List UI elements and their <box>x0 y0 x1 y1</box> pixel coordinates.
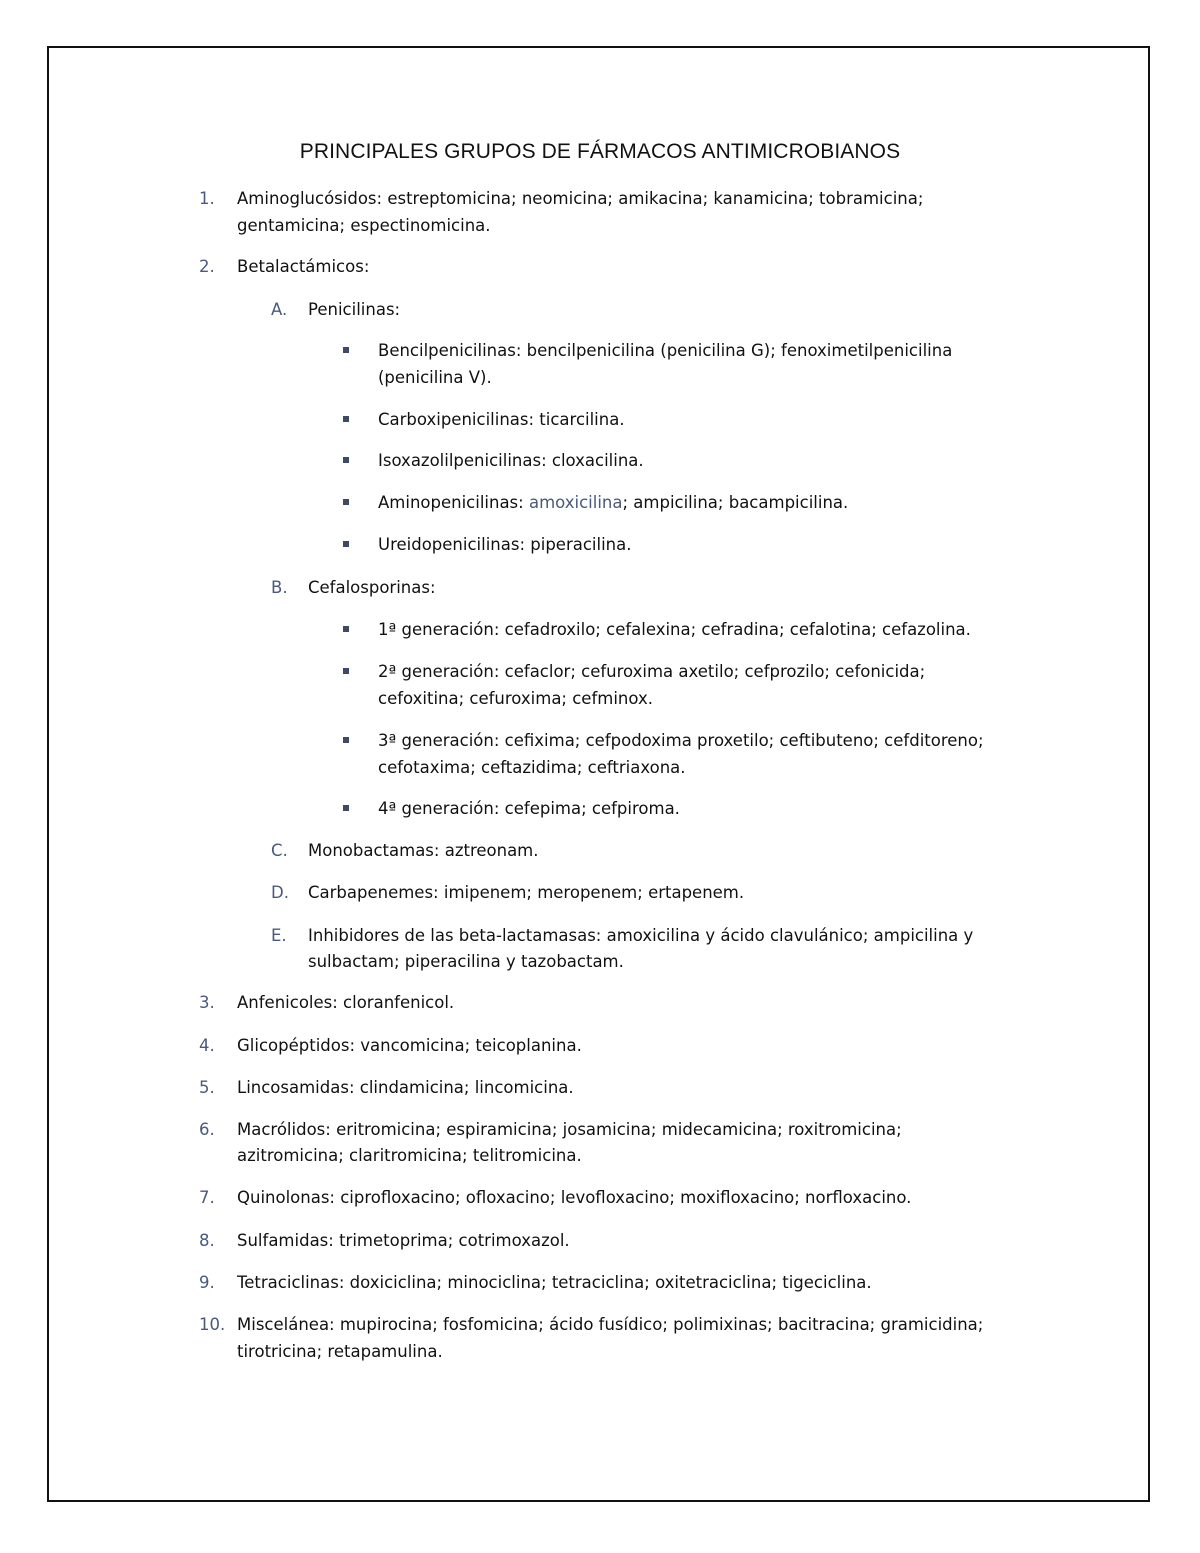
list-number: 1. <box>199 189 215 208</box>
bullet-item-text: Carboxipenicilinas: ticarcilina. <box>378 410 625 429</box>
list-item-text: Aminoglucósidos: estreptomicina; neomicina; amikacina; kanamicina; tobramicina; <box>237 189 924 208</box>
bullet-item-prefix: Aminopenicilinas: <box>378 493 529 512</box>
sublist-letter: D. <box>271 883 289 902</box>
sublist-item-text: Carbapenemes: imipenem; meropenem; ertapenem. <box>308 883 745 902</box>
list-number: 9. <box>199 1273 215 1292</box>
list-number: 6. <box>199 1120 215 1139</box>
list-number: 3. <box>199 993 215 1012</box>
amoxicilina-link[interactable]: amoxicilina <box>528 493 623 512</box>
bullet-item-text: Bencilpenicilinas: bencilpenicilina (penicilina G); fenoximetilpenicilina <box>378 341 953 360</box>
list-item-text: Lincosamidas: clindamicina; lincomicina. <box>237 1078 574 1097</box>
list-item-text: Miscelánea: mupirocina; fosfomicina; ácido fusídico; polimixinas; bacitracina; gramicidina; <box>237 1315 984 1334</box>
sublist-letter: B. <box>271 578 288 597</box>
list-number: 8. <box>199 1231 215 1250</box>
bullet-item-text <box>378 489 848 516</box>
list-number: 7. <box>199 1188 215 1207</box>
bullet-item-suffix: ; ampicilina; bacampicilina. <box>622 493 849 512</box>
bullet-item-text: Isoxazolilpenicilinas: cloxacilina. <box>378 451 644 470</box>
list-number: 5. <box>199 1078 215 1097</box>
bullet-item-text: Ureidopenicilinas: piperacilina. <box>378 535 632 554</box>
page-title: PRINCIPALES GRUPOS DE FÁRMACOS ANTIMICROBIANOS <box>299 140 901 163</box>
square-bullet-icon <box>343 347 349 353</box>
list-item-text: Quinolonas: ciprofloxacino; ofloxacino; levofloxacino; moxifloxacino; norfloxacino. <box>237 1188 912 1207</box>
list-item-text: gentamicina; espectinomicina. <box>237 216 491 235</box>
bullet-item-text: cefoxitina; cefuroxima; cefminox. <box>378 689 653 708</box>
square-bullet-icon <box>343 541 349 547</box>
bullet-item-text: 1ª generación: cefadroxilo; cefalexina; cefradina; cefalotina; cefazolina. <box>378 620 971 639</box>
square-bullet-icon <box>343 626 349 632</box>
list-item-text: tirotricina; retapamulina. <box>237 1342 443 1361</box>
list-number: 4. <box>199 1036 215 1055</box>
list-item-text: Anfenicoles: cloranfenicol. <box>237 993 455 1012</box>
sublist-letter: C. <box>271 841 288 860</box>
bullet-item-text: 2ª generación: cefaclor; cefuroxima axetilo; cefprozilo; cefonicida; <box>378 662 926 681</box>
list-item-text: Glicopéptidos: vancomicina; teicoplanina. <box>237 1036 582 1055</box>
sublist-item-text: Cefalosporinas: <box>308 578 436 597</box>
sublist-item-text: Inhibidores de las beta-lactamasas: amoxicilina y ácido clavulánico; ampicilina y <box>308 926 974 945</box>
sublist-letter: A. <box>271 300 288 319</box>
square-bullet-icon <box>343 805 349 811</box>
square-bullet-icon <box>343 457 349 463</box>
list-number: 10. <box>199 1315 226 1334</box>
list-item-text: azitromicina; claritromicina; telitromicina. <box>237 1146 582 1165</box>
square-bullet-icon <box>343 737 349 743</box>
bullet-item-text: cefotaxima; ceftazidima; ceftriaxona. <box>378 758 686 777</box>
bullet-item-text: 3ª generación: cefixima; cefpodoxima proxetilo; ceftibuteno; cefditoreno; <box>378 731 984 750</box>
square-bullet-icon <box>343 499 349 505</box>
list-item-text: Betalactámicos: <box>237 257 370 276</box>
bullet-item-text: (penicilina V). <box>378 368 492 387</box>
bullet-item-text: 4ª generación: cefepima; cefpiroma. <box>378 799 680 818</box>
sublist-item-text: Penicilinas: <box>308 300 401 319</box>
sublist-item-text: Monobactamas: aztreonam. <box>308 841 539 860</box>
square-bullet-icon <box>343 668 349 674</box>
list-item-text: Macrólidos: eritromicina; espiramicina; josamicina; midecamicina; roxitromicina; <box>237 1120 902 1139</box>
list-item-text: Tetraciclinas: doxiciclina; minociclina; tetraciclina; oxitetraciclina; tigeciclina. <box>237 1273 872 1292</box>
sublist-letter: E. <box>271 926 287 945</box>
sublist-item-text: sulbactam; piperacilina y tazobactam. <box>308 952 624 971</box>
square-bullet-icon <box>343 416 349 422</box>
list-item-text: Sulfamidas: trimetoprima; cotrimoxazol. <box>237 1231 570 1250</box>
list-number: 2. <box>199 257 215 276</box>
